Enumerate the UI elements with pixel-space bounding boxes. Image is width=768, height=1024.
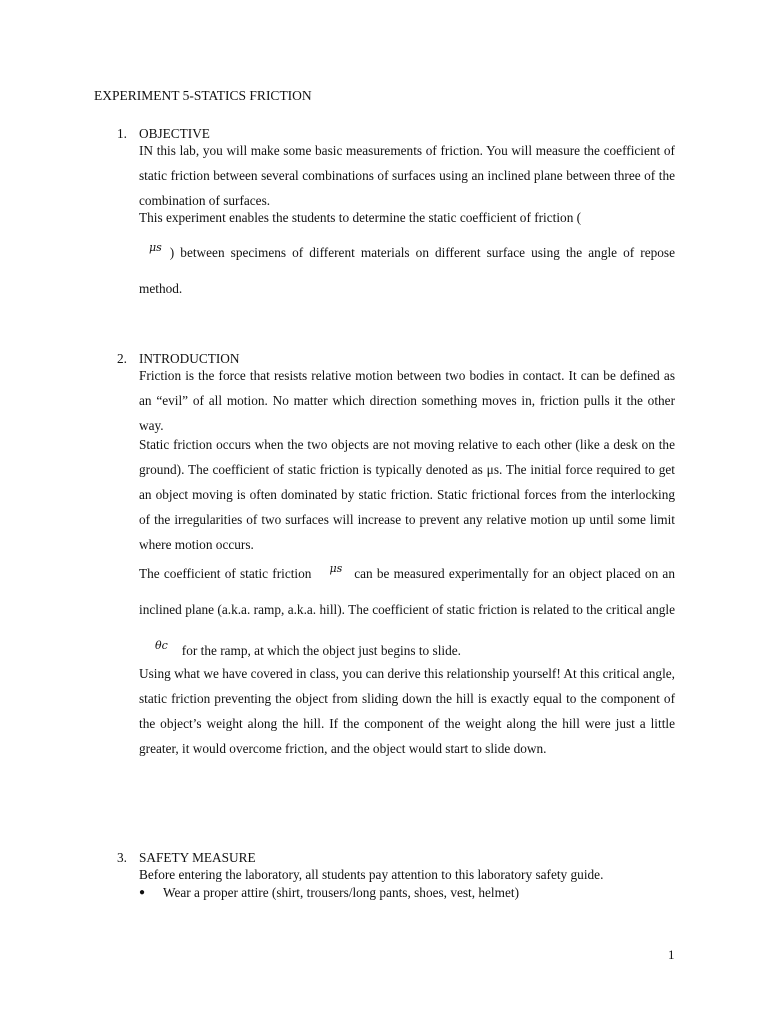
- section-title: OBJECTIVE: [139, 126, 210, 141]
- paragraph: Friction is the force that resists relative motion between two bodies in contact. It can be defined as an “evil” of all motion. No matter which direction something moves in, friction pulls it the other way.: [139, 368, 675, 433]
- mu-s-symbol: μs: [329, 562, 343, 575]
- document-title: EXPERIMENT 5-STATICS FRICTION: [94, 88, 312, 103]
- list-item: ● Wear a proper attire (shirt, trousers/long pants, shoes, vest, helmet): [139, 883, 675, 903]
- page-number: 1: [668, 947, 675, 962]
- section-number: 3.: [117, 850, 127, 865]
- section-safety-measure: [117, 849, 675, 903]
- theta-c-symbol: θc: [155, 639, 168, 652]
- paragraph: The coefficient of static friction μs can be measured experimentally for an object placed on an inclined plane (a.k.a. ramp, a.k.a. hill). The coefficient of static friction is related to the critical angleθc for the ramp, at which the object just begins to slide.: [139, 551, 675, 669]
- section-introduction: [117, 350, 675, 761]
- paragraph: Static friction occurs when the two objects are not moving relative to each other (like a desk on the ground). The coefficient of static friction is typically denoted as μs. The initial force required to get an object moving is often dominated by static friction. Static frictional forces from the interlocking of the irregularities of two surfaces will increase to prevent any relative motion up until some limit where motion occurs.: [139, 437, 675, 552]
- paragraph: Using what we have covered in class, you can derive this relationship yourself! At this critical angle, static friction preventing the object from sliding down the hill is exactly equal to the component of the object’s weight along the hill. If the component of the weight along the hill were just a little greater, it would overcome friction, and the object would start to slide down.: [139, 666, 675, 756]
- section-number: 2.: [117, 351, 127, 366]
- mu-s-symbol: μs: [149, 241, 162, 254]
- bullet-icon: ●: [139, 887, 146, 898]
- section-number: 1.: [117, 126, 127, 141]
- paragraph: Before entering the laboratory, all students pay attention to this laboratory safety guide.: [139, 867, 604, 882]
- section-objective: [117, 125, 675, 307]
- section-title: SAFETY MEASURE: [139, 850, 256, 865]
- paragraph: IN this lab, you will make some basic measurements of friction. You will measure the coefficient of static friction between several combinations of surfaces using an inclined plane between three of the combination of surfaces.: [139, 143, 675, 208]
- paragraph: μs ) between specimens of different materials on different surface using the angle of repose method.: [139, 230, 675, 307]
- section-title: INTRODUCTION: [139, 351, 240, 366]
- paragraph: This experiment enables the students to determine the static coefficient of friction (: [139, 210, 582, 225]
